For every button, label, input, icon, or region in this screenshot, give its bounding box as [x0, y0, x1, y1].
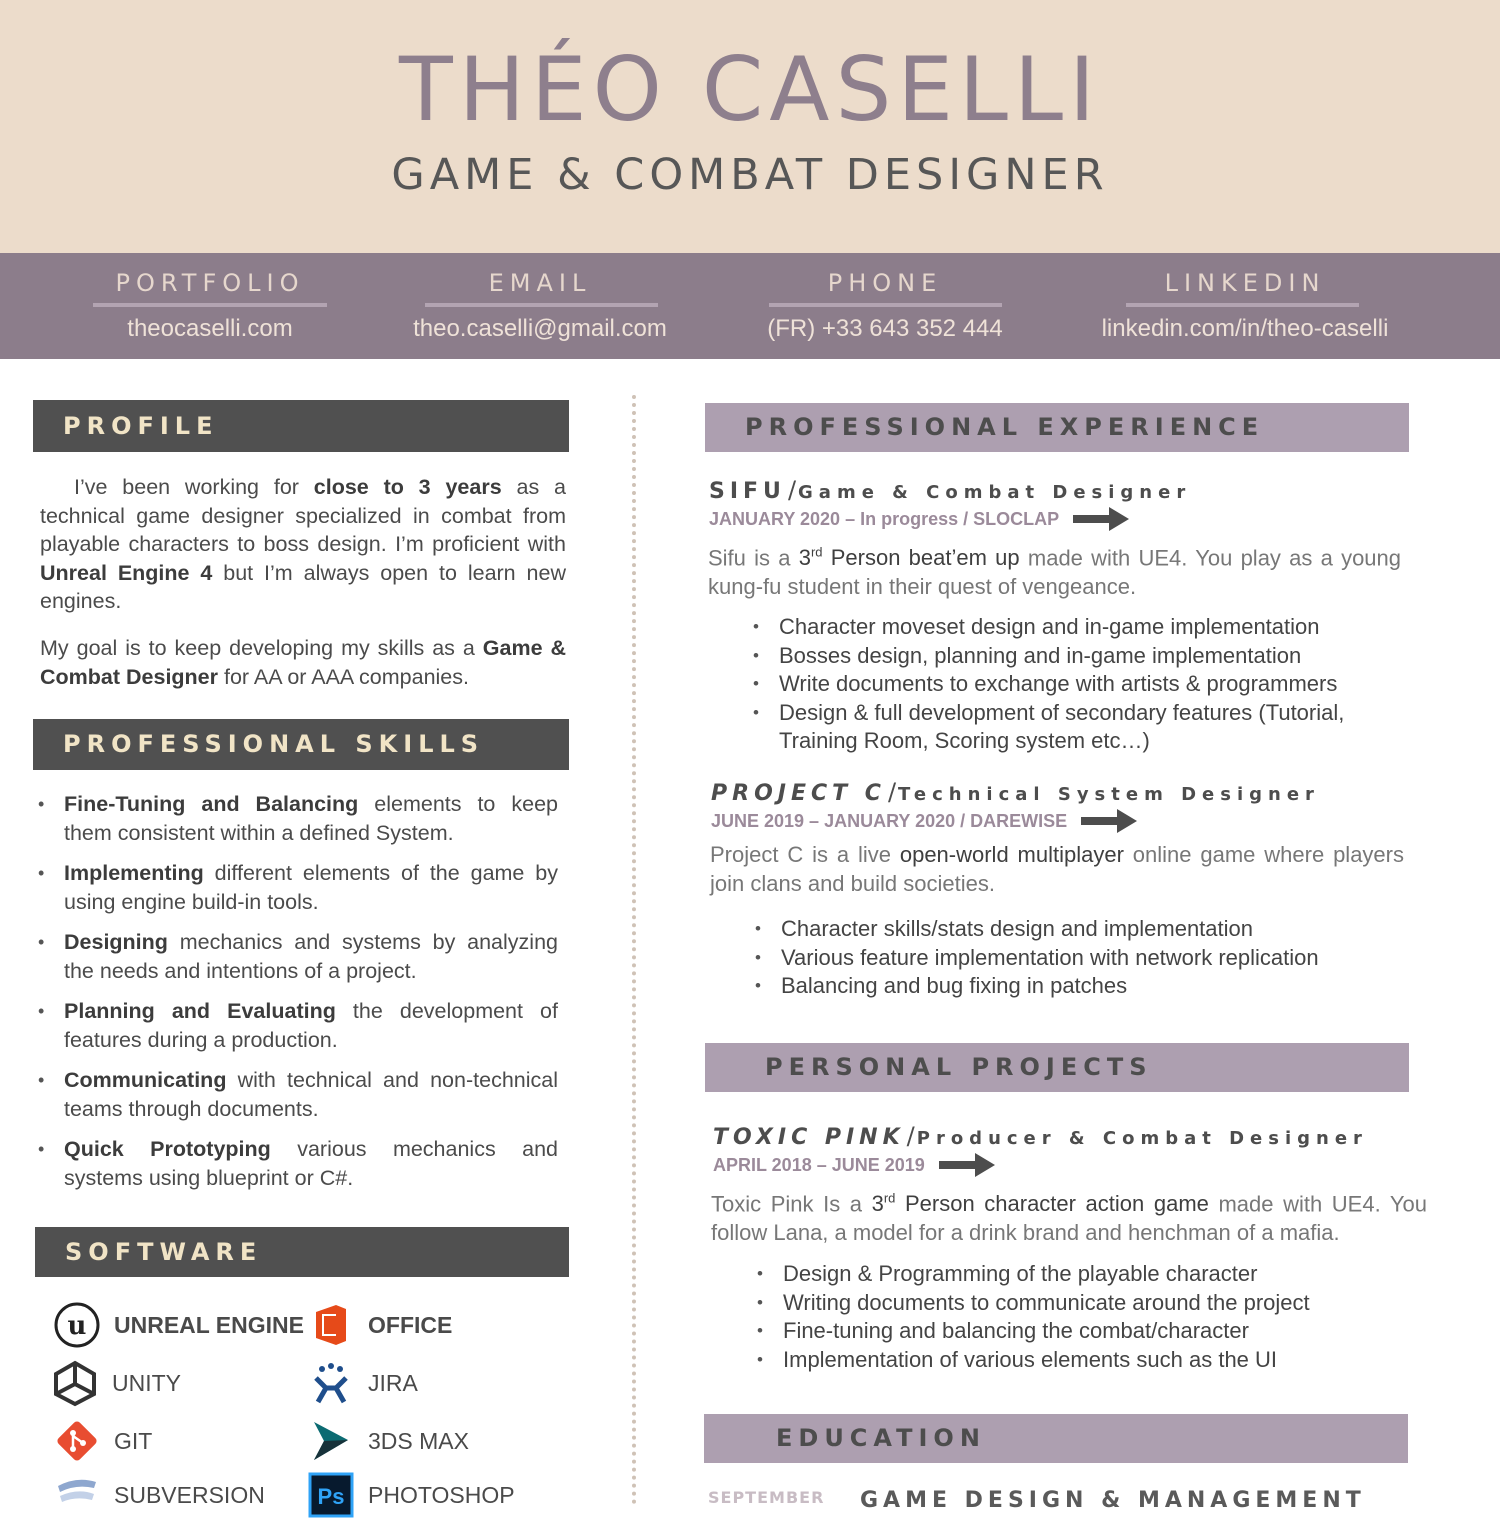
software-item: Ps PHOTOSHOP — [308, 1472, 515, 1518]
list-item: • Design & full development of secondary features (Tutorial, Training Room, Scoring system etc…) — [753, 699, 1413, 756]
contact-label: EMAIL — [488, 269, 592, 297]
list-item: • Balancing and bug fixing in patches — [755, 972, 1415, 1001]
job-title: GAME & COMBAT DESIGNER — [391, 150, 1109, 200]
column-divider — [632, 395, 636, 1505]
software-item: u UNREAL ENGINE — [54, 1302, 304, 1348]
list-item: • Bosses design, planning and in-game implementation — [753, 642, 1413, 671]
list-item: • Implementation of various elements such as the UI — [757, 1346, 1417, 1375]
unreal-engine-icon — [54, 1302, 100, 1348]
linkedin-link[interactable]: linkedin.com/in/theo-caselli — [1101, 315, 1389, 342]
unity-icon — [52, 1360, 98, 1406]
email-link[interactable]: theo.caselli@gmail.com — [413, 315, 667, 342]
education-title: GAME DESIGN & MANAGEMENT — [860, 1488, 1366, 1513]
contact-email — [405, 253, 675, 359]
contact-label: LINKEDIN — [1164, 269, 1326, 297]
skill-item: • Designing mechanics and systems by analyzing the needs and intentions of a project. — [38, 928, 558, 986]
job-dates: JANUARY 2020 – In progress / SLOCLAP — [709, 507, 1129, 531]
person-name: THÉO CASELLI — [399, 38, 1101, 141]
software-item: UNITY — [52, 1360, 181, 1406]
software-heading: SOFTWARE — [35, 1227, 569, 1277]
subversion-icon — [54, 1472, 100, 1518]
skills-heading: PROFESSIONAL SKILLS — [33, 719, 569, 770]
jira-icon — [308, 1360, 354, 1406]
contact-underline — [425, 303, 658, 307]
software-item: OFFICE — [308, 1302, 452, 1348]
list-item: • Various feature implementation with network replication — [755, 944, 1415, 973]
skill-item: • Planning and Evaluating the development of features during a production. — [38, 997, 558, 1055]
skill-item: • Communicating with technical and non-technical teams through documents. — [38, 1066, 558, 1124]
job-heading: SIFU/ Game & Combat Designer — [709, 476, 1192, 504]
3ds-max-icon — [308, 1418, 354, 1464]
project-bullets — [757, 1260, 1417, 1374]
svg-text:u: u — [67, 1311, 87, 1341]
skill-item: • Implementing different elements of the game by using engine build-in tools. — [38, 859, 558, 917]
contact-linkedin — [1080, 253, 1410, 359]
contact-label: PORTFOLIO — [115, 269, 305, 297]
project-description: Toxic Pink Is a 3rd Person character action game made with UE4. You follow Lana, a model for a drink brand and henchman of a mafia. — [711, 1191, 1428, 1245]
list-item: • Character skills/stats design and implementation — [755, 915, 1415, 944]
contact-bar — [0, 253, 1500, 359]
arrow-right-icon — [939, 1153, 995, 1177]
job-description: Project C is a live open-world multiplayer online game where players join clans and build societies. — [710, 842, 1404, 896]
education-heading: EDUCATION — [704, 1414, 1408, 1463]
education-date: SEPTEMBER — [708, 1488, 825, 1507]
svg-text:Ps: Ps — [317, 1484, 345, 1509]
list-item: • Write documents to exchange with artists & programmers — [753, 670, 1413, 699]
list-item: • Character moveset design and in-game implementation — [753, 613, 1413, 642]
project-heading: TOXIC PINK/ Producer & Combat Designer — [713, 1122, 1368, 1150]
portfolio-link[interactable]: theocaselli.com — [127, 315, 293, 342]
office-icon — [308, 1302, 354, 1348]
software-item: SUBVERSION — [54, 1472, 265, 1518]
git-icon — [54, 1418, 100, 1464]
skill-item: • Fine-Tuning and Balancing elements to keep them consistent within a defined System. — [38, 790, 558, 848]
list-item: • Writing documents to communicate around the project — [757, 1289, 1417, 1318]
profile-paragraph-1: I’ve been working for close to 3 years as a technical game designer specialized in combat from playable characters to boss design. I’m proficient with Unreal Engine 4 but I’m always open to learn new engines. — [40, 475, 566, 613]
experience-heading: PROFESSIONAL EXPERIENCE — [705, 403, 1409, 452]
job-description: Sifu is a 3rd Person beat’em up made with UE4. You play as a young kung-fu student in their quest of vengeance. — [708, 545, 1402, 599]
software-item: GIT — [54, 1418, 152, 1464]
contact-underline — [769, 303, 1002, 307]
list-item: • Design & Programming of the playable character — [757, 1260, 1417, 1289]
project-dates: APRIL 2018 – JUNE 2019 — [713, 1153, 995, 1177]
job-heading: PROJECT C/ Technical System Designer — [711, 778, 1320, 806]
arrow-right-icon — [1073, 507, 1129, 531]
list-item: • Fine-tuning and balancing the combat/character — [757, 1317, 1417, 1346]
contact-label: PHONE — [827, 269, 943, 297]
arrow-right-icon — [1081, 809, 1137, 833]
phone-number: (FR) +33 643 352 444 — [767, 315, 1003, 342]
header-banner — [0, 0, 1500, 253]
job-bullets — [753, 613, 1413, 756]
skill-item: • Quick Prototyping various mechanics and systems using blueprint or C#. — [38, 1135, 558, 1193]
projects-heading: PERSONAL PROJECTS — [705, 1043, 1409, 1092]
profile-heading: PROFILE — [33, 400, 569, 452]
contact-underline — [1126, 303, 1359, 307]
software-item: 3DS MAX — [308, 1418, 469, 1464]
contact-underline — [93, 303, 327, 307]
job-dates: JUNE 2019 – JANUARY 2020 / DAREWISE — [711, 809, 1137, 833]
photoshop-icon — [308, 1472, 354, 1518]
profile-paragraph-2: My goal is to keep developing my skills as a Game & Combat Designer for AA or AAA companies. — [40, 636, 566, 689]
contact-portfolio — [93, 253, 327, 359]
job-bullets — [755, 915, 1415, 1001]
contact-phone — [760, 253, 1010, 359]
software-item: JIRA — [308, 1360, 418, 1406]
